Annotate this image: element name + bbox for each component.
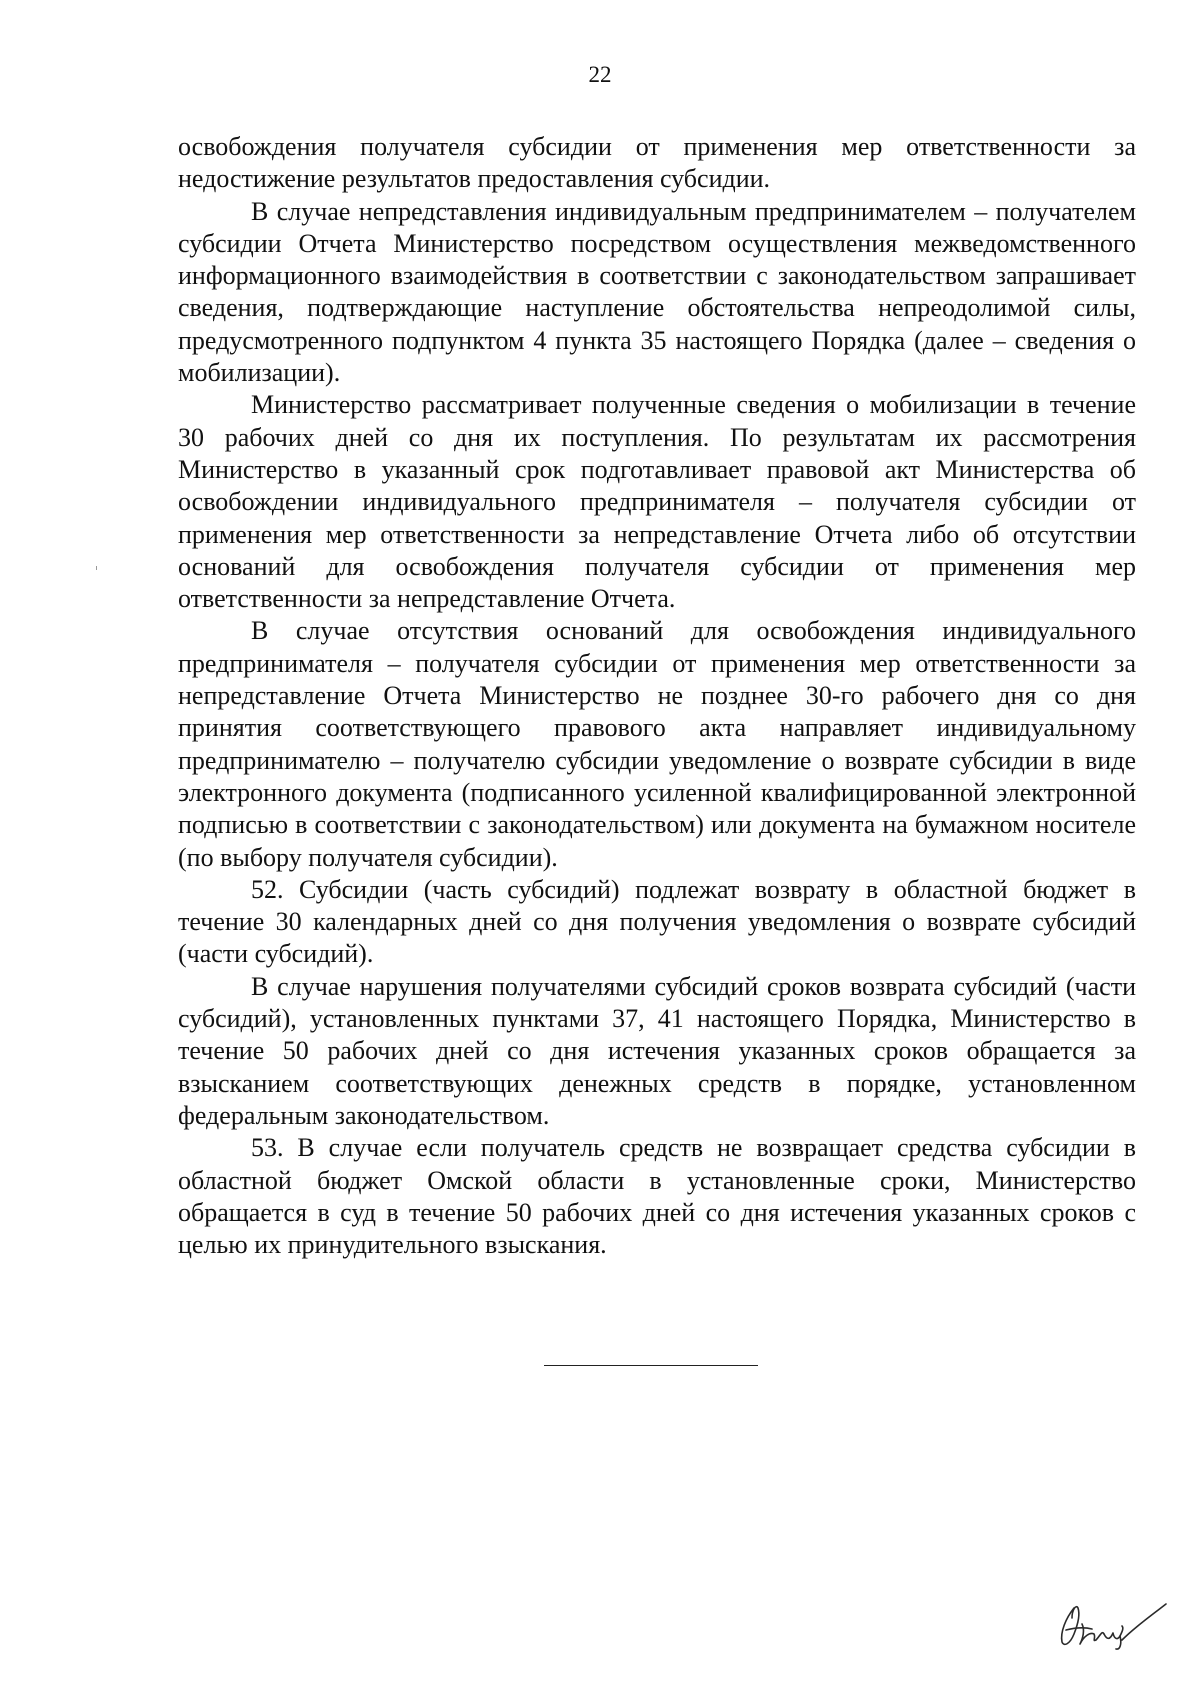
- scan-artifact: [96, 566, 97, 570]
- paragraph: В случае непредставления индивидуальным предпринимателем – получателем субсидии Отчета Министерство посредством осуществления межведомственного информационного взаимодействия в соответствии с законодательством запрашивает сведения, подтверждающие наступление обстоятельства непреодолимой силы, предусмотренного подпунктом 4 пункта 35 настоящего Порядка (далее – сведения о мобилизации).: [178, 196, 1136, 388]
- paragraph: В случае нарушения получателями субсидий сроков возврата субсидий (части субсидий), установленных пунктами 37, 41 настоящего Порядка, Министерство в течение 50 рабочих дней со дня истечения указанных сроков обращается за взысканием соответствующих денежных средств в порядке, установленном федеральным законодательством.: [178, 971, 1136, 1130]
- paragraph: Министерство рассматривает полученные сведения о мобилизации в течение 30 рабочих дней со дня их поступления. По результатам их рассмотрения Министерство в указанный срок подготавливает правовой акт Министерства об освобождении индивидуального предпринимателя – получателя субсидии от применения мер ответственности за непредставление Отчета либо об отсутствии оснований для освобождения получателя субсидии от применения мер ответственности за непредставление Отчета.: [178, 390, 1136, 614]
- paragraph: В случае отсутствия оснований для освобождения индивидуального предпринимателя – получателя субсидии от применения мер ответственности за непредставление Отчета Министерство не позднее 30-го рабочего дня со дня принятия соответствующего правового акта направляет индивидуальному предпринимателю – получателю субсидии уведомление о возврате субсидии в виде электронного документа (подписанного усиленной квалифицированной электронной подписью в соответствии с законодательством) или документа на бумажном носителе (по выбору получателя субсидии).: [178, 616, 1136, 872]
- paragraph-item-53: 53. В случае если получатель средств не возвращает средства субсидии в областной бюджет Омской области в установленные сроки, Министерство обращается в суд в течение 50 рабочих дней со дня истечения указанных сроков с целью их принудительного взыскания.: [178, 1133, 1136, 1260]
- page-number: 22: [588, 62, 612, 87]
- paragraph-item-52: 52. Субсидии (часть субсидий) подлежат возврату в областной бюджет в течение 30 календарных дней со дня получения уведомления о возврате субсидий (части субсидий).: [178, 874, 1136, 969]
- end-of-document-rule: [544, 1365, 758, 1366]
- handwritten-signature-icon: [1052, 1600, 1170, 1650]
- document-body: [178, 131, 1136, 1261]
- paragraph: освобождения получателя субсидии от применения мер ответственности за недостижение результатов предоставления субсидии.: [178, 132, 1136, 194]
